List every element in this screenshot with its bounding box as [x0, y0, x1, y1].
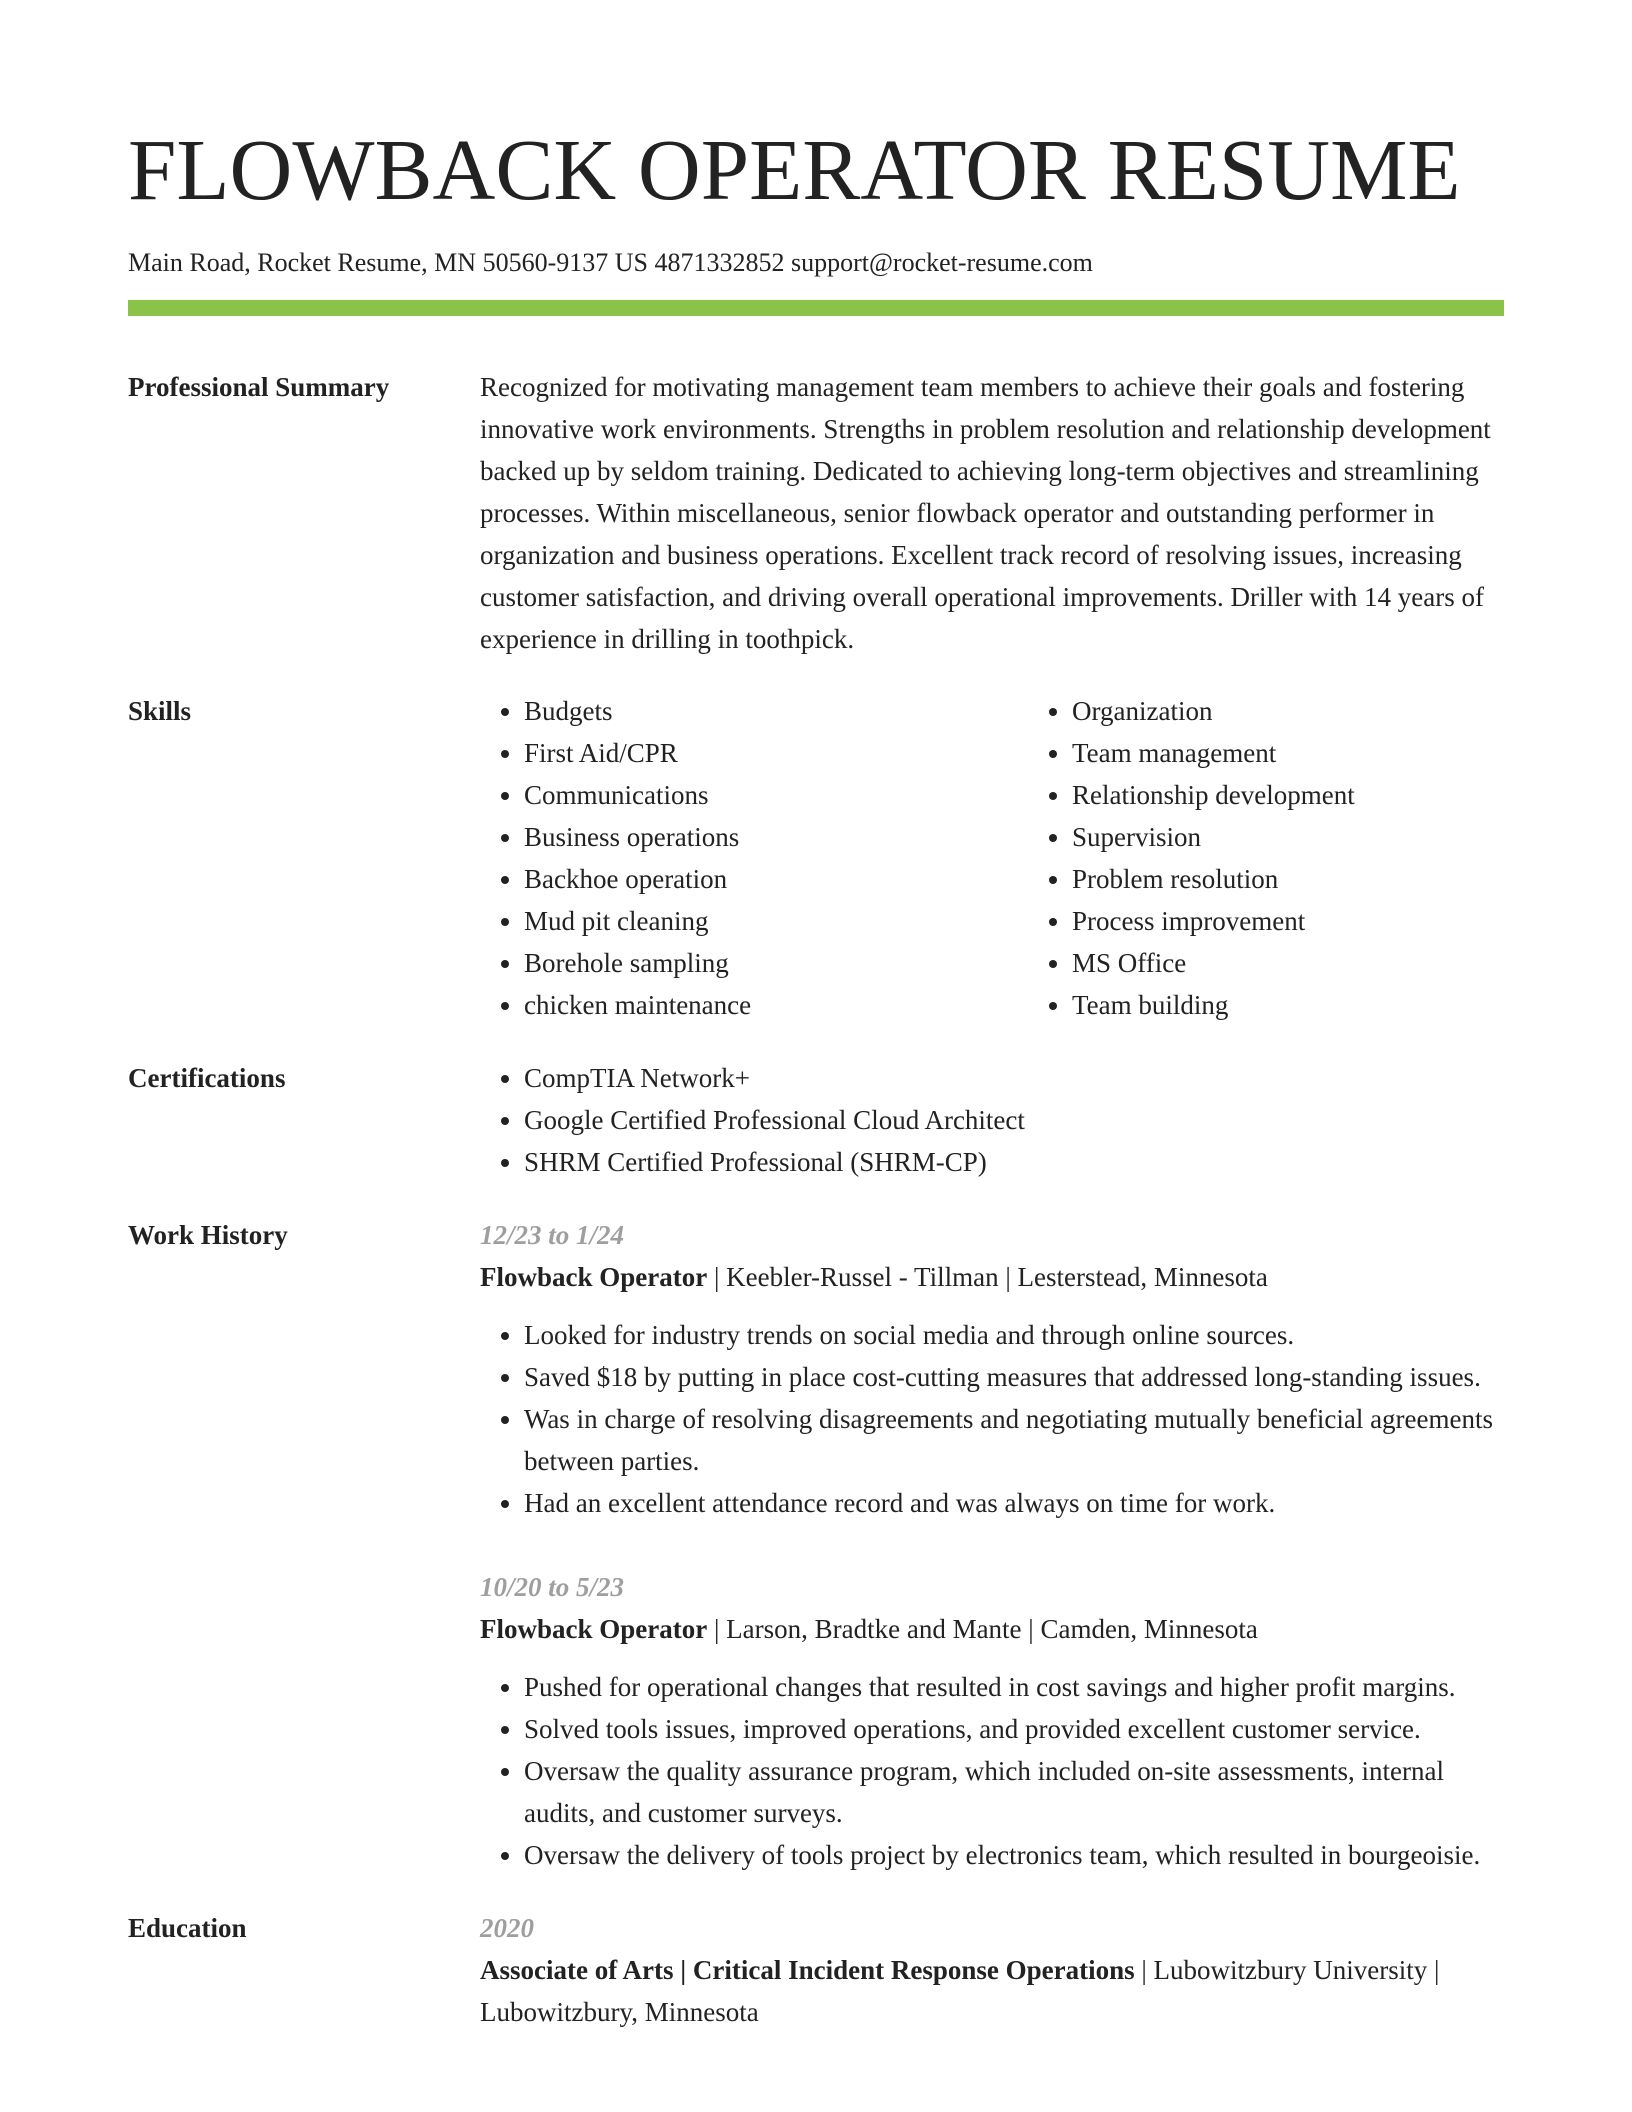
- education-degree: Associate of Arts | Critical Incident Response Operations: [480, 1955, 1135, 1985]
- education-heading: [480, 1949, 1504, 2033]
- list-item: • Had an excellent attendance record and was always on time for work.: [524, 1482, 1504, 1524]
- list-item: • Was in charge of resolving disagreements and negotiating mutually beneficial agreements between parties.: [524, 1398, 1504, 1482]
- list-item: • Business operations: [524, 816, 1028, 858]
- certifications-list: [480, 1057, 1504, 1183]
- list-item: • MS Office: [1072, 942, 1504, 984]
- skills-list-right: [1028, 690, 1504, 1026]
- list-item: • Oversaw the delivery of tools project by electronics team, which resulted in bourgeoisie.: [524, 1834, 1504, 1876]
- summary-section: [128, 366, 1504, 660]
- contact-line: Main Road, Rocket Resume, MN 50560-9137 US 4871332852 support@rocket-resume.com: [128, 248, 1093, 277]
- summary-label: Professional Summary: [128, 372, 390, 402]
- list-item: • Borehole sampling: [524, 942, 1028, 984]
- job-company: | Keebler-Russel - Tillman | Lesterstead, Minnesota: [707, 1262, 1268, 1292]
- job-dates: 10/20 to 5/23: [480, 1572, 625, 1602]
- skills-label: Skills: [128, 696, 192, 726]
- list-item: • Mud pit cleaning: [524, 900, 1028, 942]
- list-item: • Backhoe operation: [524, 858, 1028, 900]
- header-divider: [128, 300, 1504, 316]
- list-item: • Saved $18 by putting in place cost-cutting measures that addressed long-standing issues.: [524, 1356, 1504, 1398]
- job-company: | Larson, Bradtke and Mante | Camden, Minnesota: [707, 1614, 1258, 1644]
- job-bullets: [480, 1314, 1504, 1524]
- list-item: • Supervision: [1072, 816, 1504, 858]
- list-item: • Oversaw the quality assurance program, which included on-site assessments, internal audits, and customer surveys.: [524, 1750, 1504, 1834]
- resume-title: FLOWBACK OPERATOR RESUME: [128, 121, 1461, 218]
- work-history-label: Work History: [128, 1220, 288, 1250]
- job-title: Flowback Operator: [480, 1614, 708, 1644]
- summary-text: Recognized for motivating management team members to achieve their goals and fostering innovative work environments. Strengths in problem resolution and relationship development backed up by seldom training. Dedicated to achieving long-term objectives and streamlining processes. Within miscellaneous, senior flowback operator and outstanding performer in organization and business operations. Excellent track record of resolving issues, increasing customer satisfaction, and driving overall operational improvements. Driller with 14 years of experience in drilling in toothpick.: [480, 372, 1491, 654]
- job-entry: [480, 1214, 1504, 1524]
- list-item: • Budgets: [524, 690, 1028, 732]
- list-item: • First Aid/CPR: [524, 732, 1028, 774]
- list-item: • Pushed for operational changes that resulted in cost savings and higher profit margins.: [524, 1666, 1504, 1708]
- certifications-section: [128, 1057, 1504, 1183]
- list-item: • Communications: [524, 774, 1028, 816]
- resume-page: [128, 0, 1504, 2033]
- list-item: • Solved tools issues, improved operations, and provided excellent customer service.: [524, 1708, 1504, 1750]
- job-entry: [480, 1566, 1504, 1876]
- list-item: • Looked for industry trends on social media and through online sources.: [524, 1314, 1504, 1356]
- list-item: • chicken maintenance: [524, 984, 1028, 1026]
- certifications-label: Certifications: [128, 1063, 286, 1093]
- list-item: • Relationship development: [1072, 774, 1504, 816]
- skills-section: [128, 690, 1504, 1026]
- work-history-section: [128, 1214, 1504, 1876]
- list-item: • CompTIA Network+: [524, 1057, 1504, 1099]
- list-item: • Team building: [1072, 984, 1504, 1026]
- education-school: | Lubowitzbury University | Lubowitzbury, Minnesota: [480, 1955, 1440, 2027]
- job-heading: [480, 1256, 1504, 1298]
- job-bullets: [480, 1666, 1504, 1876]
- list-item: • Google Certified Professional Cloud Architect: [524, 1099, 1504, 1141]
- list-item: • SHRM Certified Professional (SHRM-CP): [524, 1141, 1504, 1183]
- list-item: • Organization: [1072, 690, 1504, 732]
- list-item: • Problem resolution: [1072, 858, 1504, 900]
- job-title: Flowback Operator: [480, 1262, 708, 1292]
- education-label: Education: [128, 1913, 247, 1943]
- skills-list-left: [480, 690, 1028, 1026]
- job-heading: [480, 1608, 1504, 1650]
- education-section: [128, 1907, 1504, 2033]
- list-item: • Team management: [1072, 732, 1504, 774]
- education-year: 2020: [480, 1913, 534, 1943]
- list-item: • Process improvement: [1072, 900, 1504, 942]
- job-dates: 12/23 to 1/24: [480, 1220, 625, 1250]
